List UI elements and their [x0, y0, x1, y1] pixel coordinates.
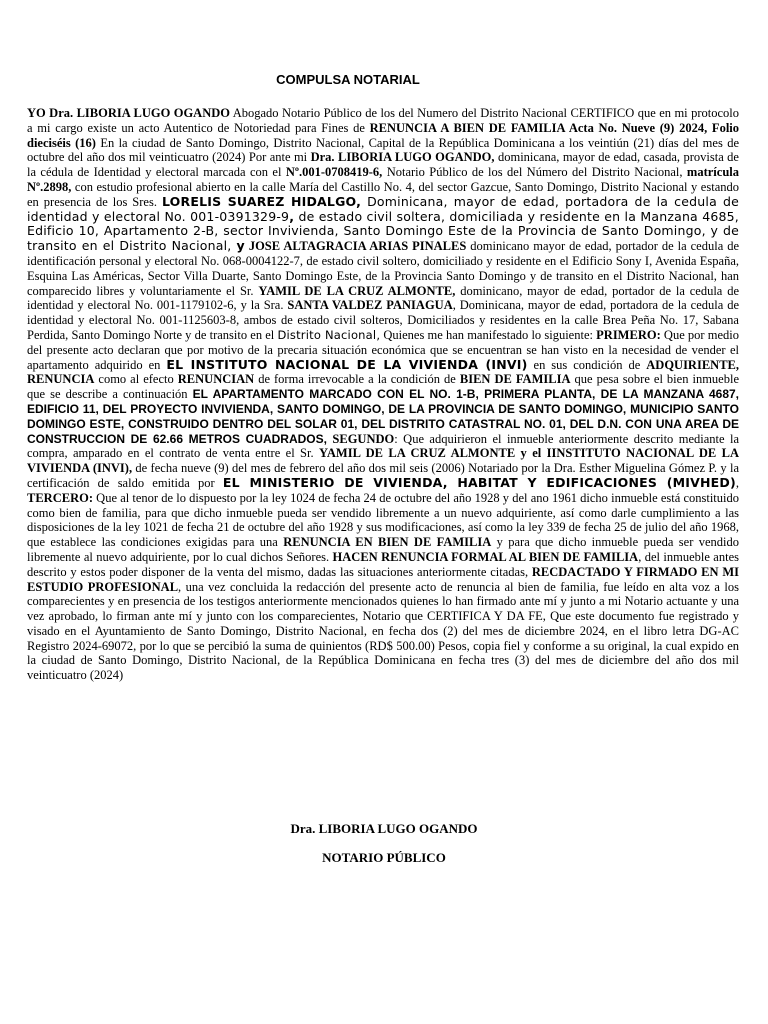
text-run: Abogado Notario Público de los del Numero del Distrito Nacional CERTIFICO que en mi protocolo a mi cargo existe un acto Autentico de Notoriedad para Fines de — [27, 106, 739, 135]
text-run: en sus condición de — [527, 357, 647, 372]
text-run: , — [289, 208, 295, 224]
notary-signature-name: Dra. LIBORIA LUGO OGANDO — [290, 821, 478, 836]
text-run: YAMIL DE LA CRUZ ALMONTE, — [258, 283, 456, 298]
text-run: EL MINISTERIO DE VIVIENDA, HABITAT Y EDIFICACIONES (MIVHED) — [222, 474, 736, 490]
text-run: Quienes me han manifestado lo siguiente: — [380, 327, 597, 342]
text-run: Notario Público de los del Número del Distrito Nacional, — [382, 165, 687, 180]
text-run: SEGUNDO — [332, 431, 395, 446]
text-run: , — [735, 475, 740, 490]
text-run: : Que adquirieron el inmueble anteriormente descrito mediante la compra, amparado en el contrato de venta entre el Sr. — [27, 431, 740, 461]
notary-signature-role: NOTARIO PÚBLICO — [322, 850, 446, 865]
text-run: RENUNCIAN — [177, 372, 255, 387]
text-run: , una vez concluida la redacción del presente acto de renuncia al bien de familia, fue leído en alta voz a los comparecientes y en presencia de los testigos anteriormente mencionados quienes lo han firmado ante mí y junto a mi Notario actuante y una vez aprobado, lo firman ante mí y junto con los comparecientes, Notario que CERTIFICA Y DA FE, Que este documento fue registrado y visado en el Ayuntamiento de Santo Domingo, Distrito Nacional, en fecha dos (2) del mes de diciembre 2024, en el libro letra DG-AC Registro 2024-69072, por lo que se percibió la suma de quinientos (RD$ 500.00) Pesos, copia fiel y conforme a su original, la cual expido en la ciudad de Santo Domingo, Distrito Nacional, de la República Dominicana en fecha tres (3) del mes de diciembre del año dos mil veinticuatro (2024) — [27, 579, 739, 683]
text-run: , del inmueble antes descrito y estos poder disponer de la venta del mismo, dadas las situaciones anteriormente citadas, — [27, 549, 739, 579]
text-run: Que por medio del presente acto declaran que por motivo de la precaria situación económica que se encuentran se han visto en la necesidad de vender el apartamento adquirido en — [27, 327, 740, 372]
document-title: COMPULSA NOTARIAL — [276, 72, 420, 87]
text-run: SANTA VALDEZ PANIAGUA — [287, 298, 453, 313]
text-run: RECDACTADO Y FIRMADO EN MI ESTUDIO PROFESIONAL — [27, 564, 739, 594]
text-run: Dra. LIBORIA LUGO OGANDO, — [310, 150, 495, 165]
text-run: de estado civil soltera, domiciliada y residente en la Manzana 4685, Edificio 10, Apartamento 2-B, sector Invivienda, Santo Domingo Este de la Provincia de Santo Domingo, y de transito en el Distrito Nacional, — [27, 208, 739, 254]
text-run: EL APARTAMENTO MARCADO CON EL NO. 1-B, PRIMERA PLANTA, DE LA MANZANA 4687, EDIFICIO 11, DEL PROYECTO INVIVIENDA, SANTO DOMINGO, DE LA PROVINCIA DE SANTO DOMINGO, MUNICIPIO SANTO DOMINGO ESTE, CONSTRUIDO DENTRO DEL SOLAR 01, DEL DISTRITO CATASTRAL NO. 01, DEL D.N. CON UNA AREA DE CONSTRUCCION DE 62.66 METROS CUADRADOS, — [27, 387, 739, 446]
text-run: HACEN RENUNCIA FORMAL AL BIEN DE FAMILIA — [332, 549, 639, 564]
text-run: RENUNCIA A BIEN DE FAMILIA Acta No. Nueve (9) 2024, Folio dieciséis (16) — [27, 120, 740, 150]
text-run: JOSE ALTAGRACIA ARIAS PINALES — [248, 239, 467, 254]
text-run: como al efecto — [94, 372, 178, 387]
text-run: dominicana, mayor de edad, casada, provista de la cédula de Identidad y electoral marcada con el — [27, 150, 739, 180]
text-run: con estudio profesional abierto en la calle María del Castillo No. 4, del sector Gazcue, Santo Domingo, Distrito Nacional y estando en presencia de los Sres. — [27, 179, 739, 209]
text-run: Que al tenor de lo dispuesto por la ley 1024 de fecha 24 de octubre del año 1928 y del ano 1961 dicho inmueble está constituido como bien de familia, para que dicho inmueble pueda ser vendido libremente a un nuevo adquiriente, así como darle cumplimiento a las disposiciones de la ley 1021 de fecha 21 de octubre del año 1928 y sus modificaciones, así como la ley 339 de fecha 25 de julio del año 1968, que establece las condiciones exigidas para una — [27, 490, 739, 550]
text-run: dominicano mayor de edad, portador de la cedula de identificación personal y electoral No. 068-0004122-7, de estado civil soltero, domiciliado y residente en el Edificio Sony I, Avenida España, Esquina Las Américas, Sector Villa Duarte, Santo Domingo Este, de la Provincia Santo Domingo y de transito en el Distrito Nacional, han comparecido libres y voluntariamente el Sr. — [27, 239, 739, 298]
text-run: PRIMERO: — [596, 327, 661, 342]
text-run: RENUNCIA EN BIEN DE FAMILIA — [283, 535, 492, 550]
text-run: LORELIS SUAREZ HIDALGO, — [161, 193, 362, 209]
text-run: y — [236, 238, 245, 254]
text-run: En la ciudad de Santo Domingo, Distrito Nacional, Capital de la República Dominicana a los veintiún (21) días del mes de octubre del año dos mil veinticuatro (2024) Por ante mi — [27, 135, 739, 165]
text-run: de forma irrevocable a la condición de — [254, 372, 460, 387]
document-body — [27, 106, 739, 683]
text-run: YO Dra. LIBORIA LUGO OGANDO — [27, 106, 230, 120]
text-run: TERCERO: — [27, 490, 93, 505]
text-run: que pesa sobre el bien inmueble que se describe a continuación — [27, 372, 739, 402]
text-run: Distrito Nacional, — [277, 327, 381, 342]
text-run: BIEN DE FAMILIA — [459, 372, 571, 387]
text-run: y para que dicho inmueble pueda ser vendido libremente al nuevo adquiriente, por lo cual dichos Señores. — [27, 535, 739, 564]
text-run: ADQUIRIENTE, RENUNCIA — [27, 357, 739, 387]
text-run: dominicano, mayor de edad, portador de la cedula de identidad y electoral No. 001-1179102-6, y la Sra. — [27, 283, 739, 313]
text-run: matrícula Nº.2898, — [27, 165, 739, 194]
text-run: EL INSTITUTO NACIONAL DE LA VIVIENDA (INVI) — [166, 356, 528, 372]
text-run: YAMIL DE LA CRUZ ALMONTE y el IINSTITUTO NACIONAL DE LA VIVIENDA (INVI), — [27, 446, 739, 476]
text-run: de fecha nueve (9) del mes de febrero del año dos mil seis (2006) Notariado por la Dra. Esther Miguelina Gómez P. y la certificación de saldo emitida por — [27, 461, 739, 490]
text-run: Nº.001-0708419-6, — [285, 165, 383, 180]
text-run: Dominicana, mayor de edad, portadora de la cedula de identidad y electoral No. 001-0391329-9 — [27, 193, 739, 224]
text-run: , Dominicana, mayor de edad, portadora de la cedula de identidad y electoral No. 001-1125603-8, ambos de estado civil solteros, Domiciliados y residentes en la calle Brea Peña No. 17, Sabana Perdida, Santo Domingo Norte y de transito en el — [27, 298, 739, 342]
